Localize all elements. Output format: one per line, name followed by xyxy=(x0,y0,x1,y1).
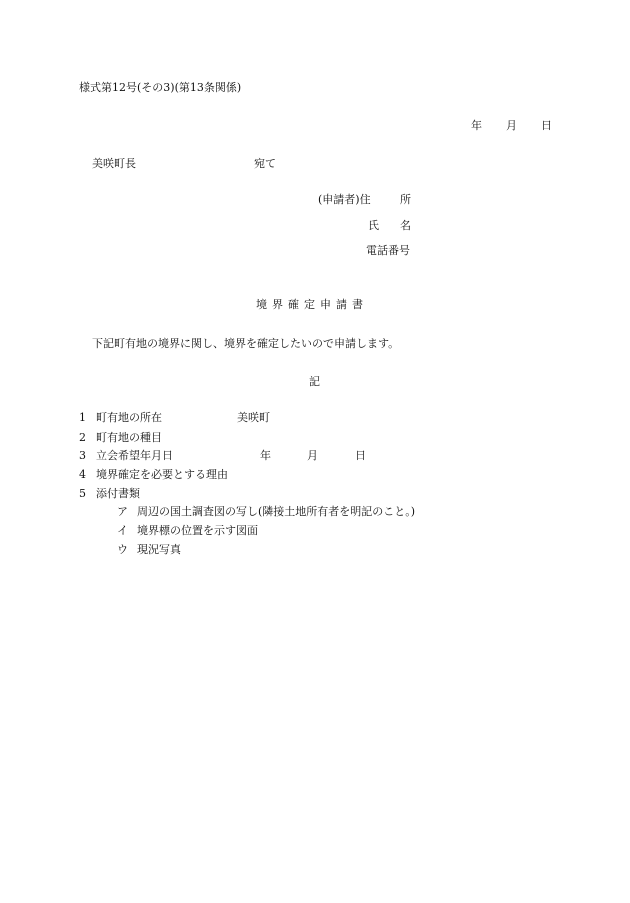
ki-heading: 記 xyxy=(309,375,320,388)
item-label: 境界確定を必要とする理由 xyxy=(96,468,228,481)
item-number: 4 xyxy=(79,468,86,481)
item3-date-month: 月 xyxy=(307,449,318,462)
item3-date-day: 日 xyxy=(355,449,366,462)
applicant-address-char: 所 xyxy=(400,193,411,206)
item-number: 2 xyxy=(79,431,86,444)
date-year: 年 xyxy=(471,119,482,132)
form-number: 様式第12号(その3)(第13条関係) xyxy=(79,81,242,94)
date-day: 日 xyxy=(541,119,552,132)
attachment-text: 現況写真 xyxy=(137,543,181,556)
item-number: 5 xyxy=(79,487,86,500)
attachment-mark: イ xyxy=(117,524,128,537)
item-label: 添付書類 xyxy=(96,487,140,500)
applicant-label: (申請者)住 xyxy=(318,193,371,206)
document-title: 境界確定申請書 xyxy=(256,298,368,311)
attachment-mark: ウ xyxy=(117,543,128,556)
item3-date-year: 年 xyxy=(260,449,271,462)
item-number: 3 xyxy=(79,449,86,462)
application-statement: 下記町有地の境界に関し、境界を確定したいので申請します。 xyxy=(92,337,400,350)
applicant-phone-label: 電話番号 xyxy=(366,244,410,257)
addressee-name: 美咲町長 xyxy=(92,157,136,170)
attachment-text: 境界標の位置を示す図面 xyxy=(137,524,258,537)
item1-value: 美咲町 xyxy=(237,411,270,424)
attachment-text: 周辺の国土調査図の写し(隣接土地所有者を明記のこと。) xyxy=(137,505,416,518)
applicant-name-char2: 名 xyxy=(400,219,411,232)
item-label: 立会希望年月日 xyxy=(96,449,173,462)
applicant-name-char1: 氏 xyxy=(368,219,379,232)
date-month: 月 xyxy=(506,119,517,132)
item-label: 町有地の所在 xyxy=(96,411,162,424)
item-number: 1 xyxy=(79,411,86,424)
attachment-mark: ア xyxy=(117,505,128,518)
addressee-suffix: 宛て xyxy=(254,157,276,170)
item-label: 町有地の種目 xyxy=(96,431,162,444)
